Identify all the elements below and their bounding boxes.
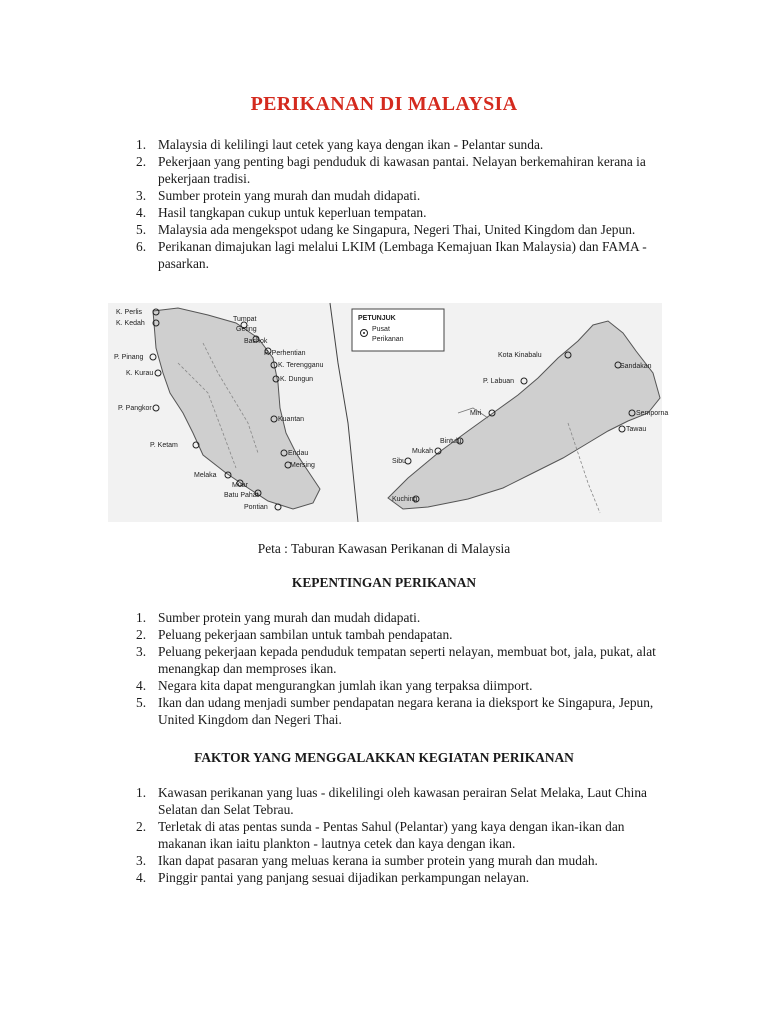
map-label: Mersing — [290, 462, 315, 469]
map-label: K. Terengganu — [278, 362, 324, 369]
list-item: 4. Pinggir pantai yang panjang sesuai dijadikan perkampungan nelayan. — [136, 870, 530, 885]
list-item: 5. Ikan dan udang menjadi sumber pendapatan negara kerana ia dieksport ke Singapura, Jepun, United Kingdom dan Negeri Thai. — [136, 695, 654, 727]
map-label: Tumpat — [233, 316, 257, 323]
section-heading-importance: KEPENTINGAN PERIKANAN — [291, 575, 477, 590]
legend-title: PETUNJUK — [358, 315, 396, 322]
map-label: P. Perhentian — [264, 350, 306, 357]
map-label: Miri — [470, 410, 482, 417]
map-label: Bachok — [244, 338, 268, 345]
map-label: Bintulu — [440, 438, 462, 445]
list-item: 2. Terletak di atas pentas sunda - Pentas Sahul (Pelantar) yang kaya dengan ikan-ikan dan makanan ikan iaitu plankton - lautnya cetek dan kaya dengan ikan. — [136, 819, 625, 851]
map-label: Sandakan — [620, 363, 652, 370]
list-item: 1. Kawasan perikanan yang luas - dikelilingi oleh kawasan perairan Selat Melaka, Laut China Selatan dan Selat Tebrau. — [136, 785, 647, 817]
map-label: Tawau — [626, 426, 647, 433]
list-item: 2. Pekerjaan yang penting bagi penduduk di kawasan pantai. Nelayan berkemahiran kerana ia pekerjaan tradisi. — [136, 154, 646, 186]
list-item: 6. Perikanan dimajukan lagi melalui LKIM (Lembaga Kemajuan Ikan Malaysia) dan FAMA - pasarkan. — [136, 239, 647, 271]
map-label: Sibu — [392, 458, 407, 465]
legend-item-2: Perikanan — [372, 336, 404, 343]
importance-list — [136, 609, 656, 728]
fisheries-map — [108, 303, 669, 522]
list-item: 5. Malaysia ada mengekspot udang ke Singapura, Negeri Thai, United Kingdom dan Jepun. — [136, 222, 636, 237]
map-label: Kuching — [392, 496, 418, 503]
list-item: 2. Peluang pekerjaan sambilan untuk tambah pendapatan. — [136, 627, 453, 642]
map-label: Geting — [236, 326, 257, 333]
map-caption: Peta : Taburan Kawasan Perikanan di Malaysia — [257, 541, 511, 556]
malaysia-map-illustration — [108, 303, 669, 522]
list-item: 3. Sumber protein yang murah dan mudah didapati. — [136, 188, 421, 203]
map-label: Pontian — [244, 504, 268, 511]
list-item: 1. Sumber protein yang murah dan mudah didapati. — [136, 610, 421, 625]
map-label: K. Kedah — [116, 320, 145, 327]
map-label: Endau — [288, 450, 309, 457]
map-label: Kota Kinabalu — [498, 352, 542, 359]
map-label: K. Perlis — [116, 309, 143, 316]
map-label: K. Kurau — [126, 370, 154, 377]
legend-item-1: Pusat — [372, 326, 390, 333]
map-label: P. Labuan — [483, 378, 515, 385]
map-label: Melaka — [194, 472, 217, 479]
map-label: Semporna — [636, 410, 669, 417]
page-title: PERIKANAN DI MALAYSIA — [250, 93, 518, 115]
map-label: P. Pinang — [114, 354, 144, 361]
map-label: Kuantan — [278, 416, 305, 423]
map-label: P. Pangkor — [118, 405, 152, 412]
map-label: Muar — [232, 482, 248, 489]
factors-list — [136, 784, 656, 886]
map-label: K. Dungun — [280, 376, 314, 383]
map-label: P. Ketam — [150, 442, 178, 449]
fisheries-facts-list — [136, 136, 656, 272]
list-item: 1. Malaysia di kelilingi laut cetek yang kaya dengan ikan - Pelantar sunda. — [136, 137, 544, 152]
section-heading-factors: FAKTOR YANG MENGGALAKKAN KEGIATAN PERIKANAN — [194, 750, 574, 765]
map-label: Mukah — [412, 448, 434, 455]
list-item: 3. Ikan dapat pasaran yang meluas kerana ia sumber protein yang murah dan mudah. — [136, 853, 598, 868]
list-item: 3. Peluang pekerjaan kepada penduduk tempatan seperti nelayan, membuat bot, jala, pukat, alat menangkap dan memproses ikan. — [136, 644, 656, 676]
map-label: Batu Pahat — [224, 492, 259, 499]
list-item: 4. Hasil tangkapan cukup untuk keperluan tempatan. — [136, 205, 427, 220]
list-item: 4. Negara kita dapat mengurangkan jumlah ikan yang terpaksa diimport. — [136, 678, 533, 693]
